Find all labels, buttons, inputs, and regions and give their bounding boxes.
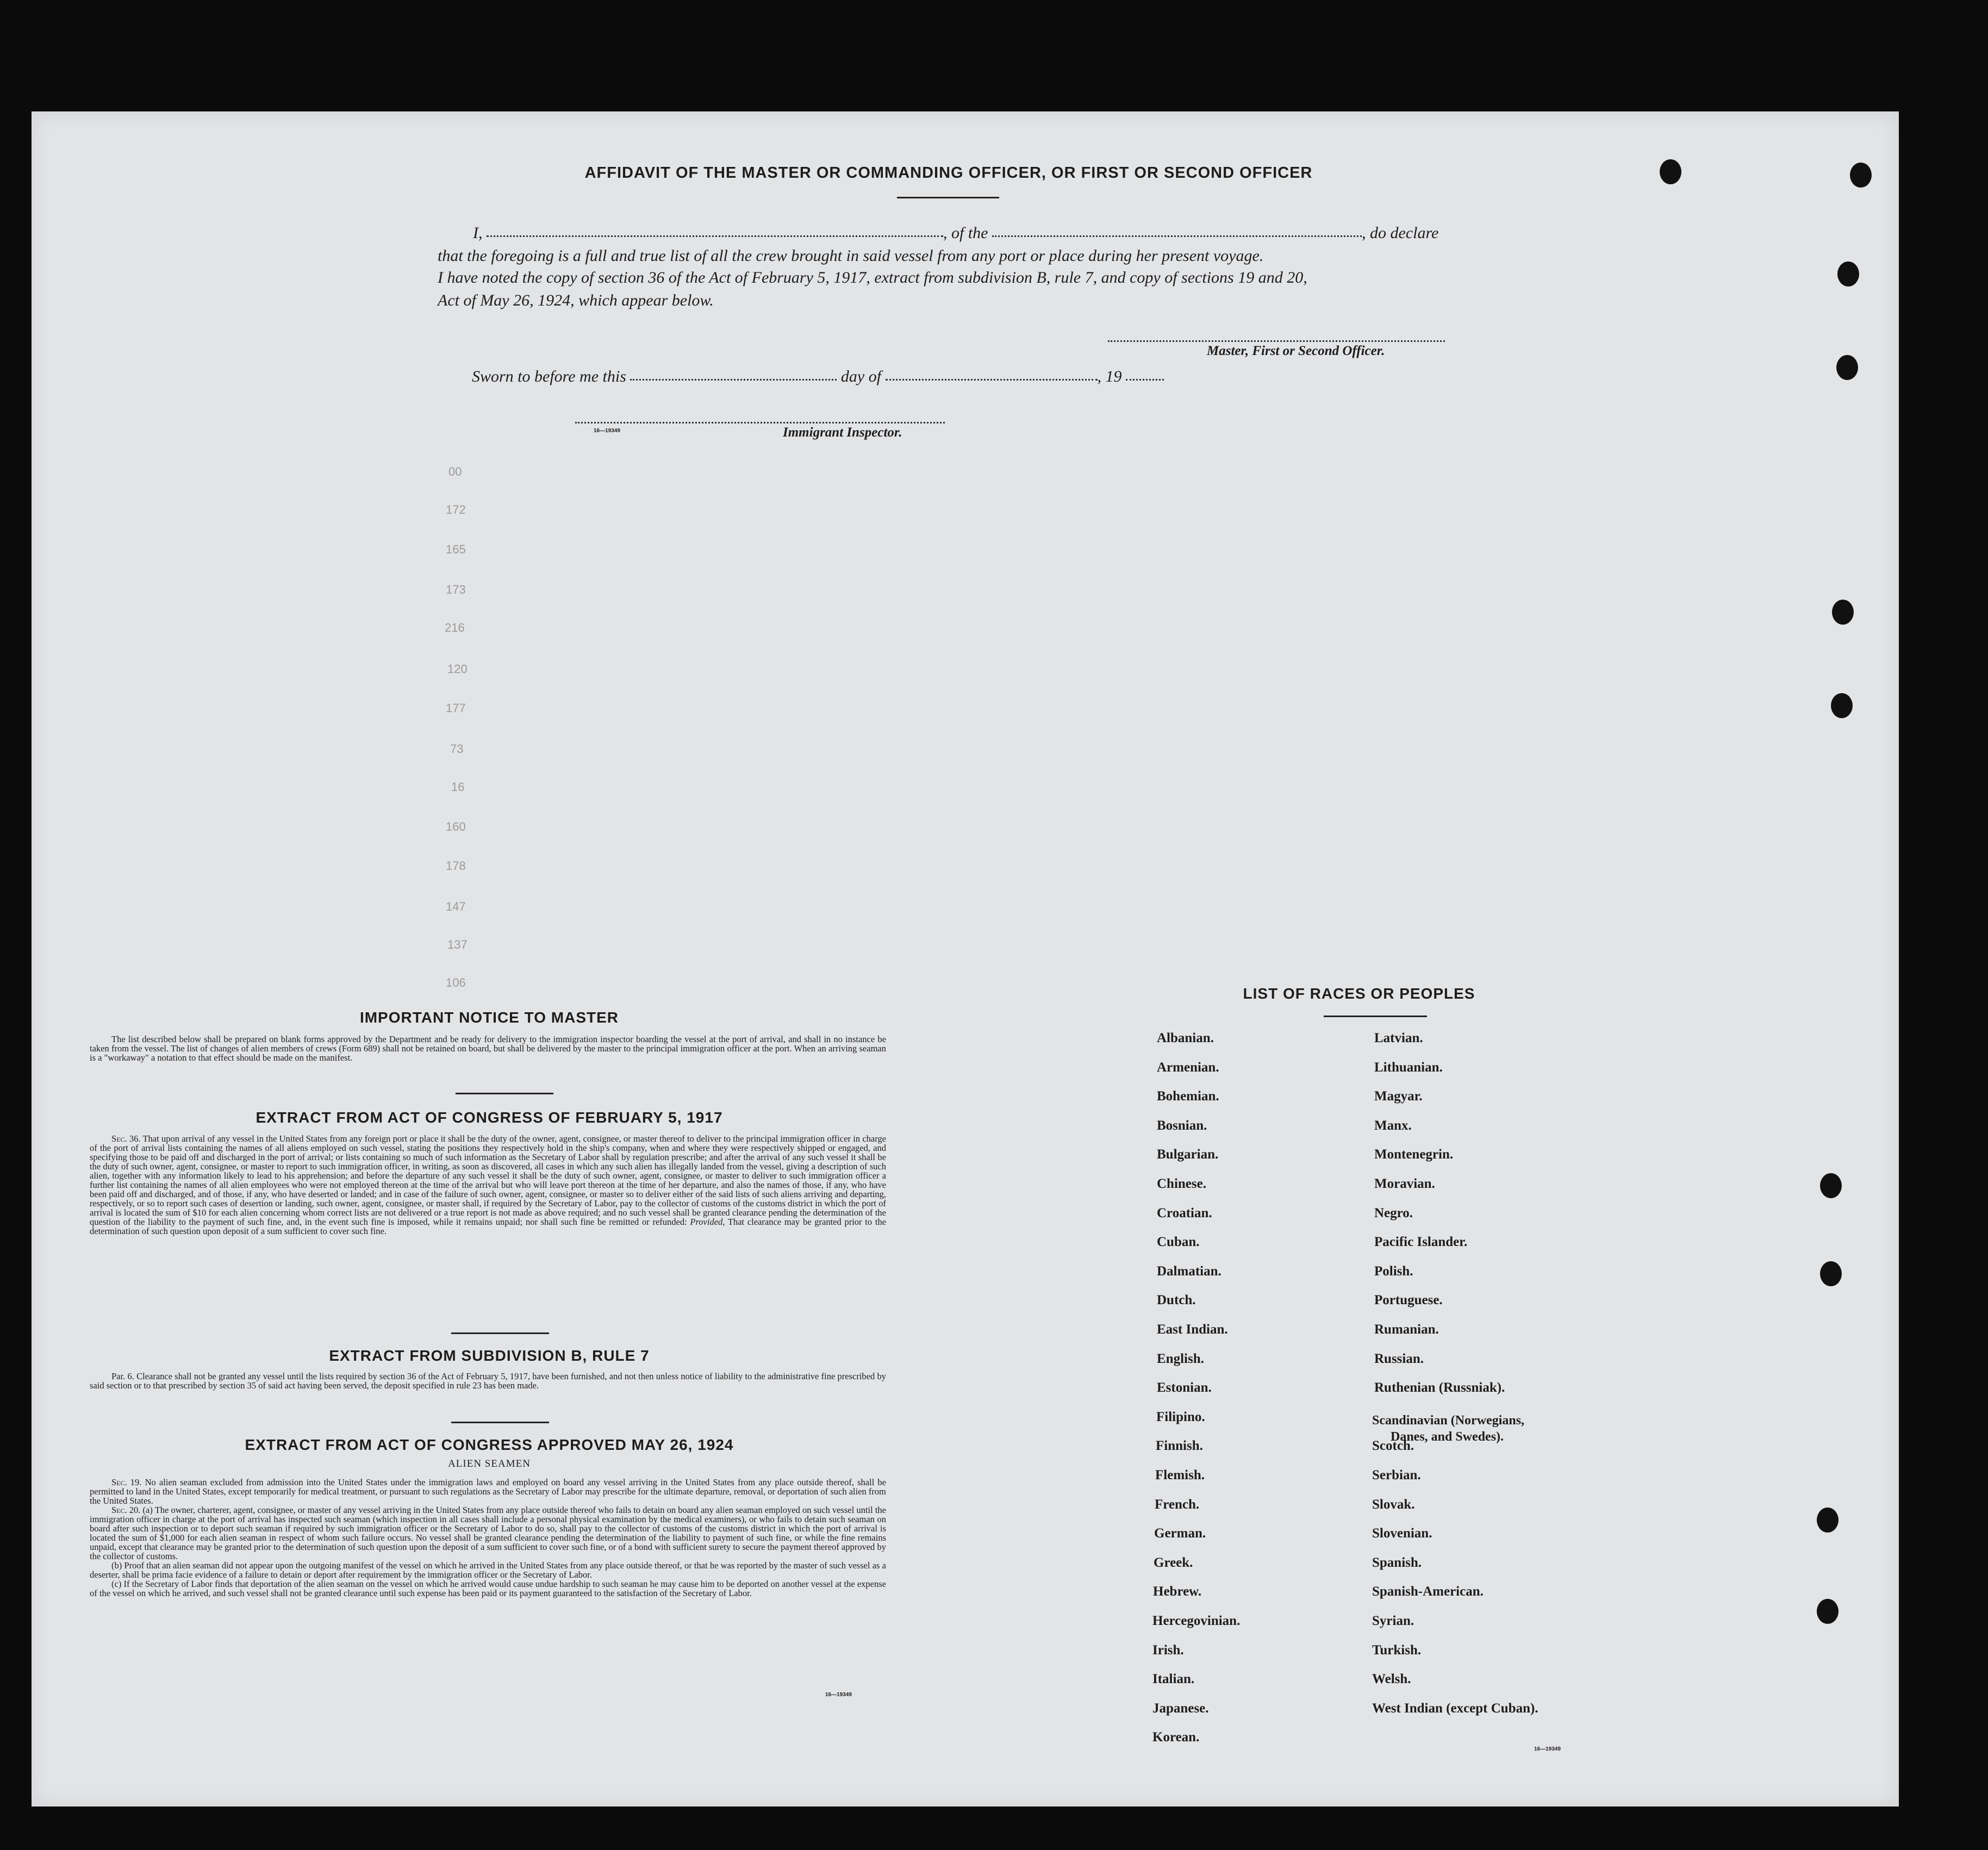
race-item: Greek. [1154, 1555, 1193, 1570]
margin-number: 177 [446, 701, 466, 715]
race-item: Bulgarian. [1157, 1147, 1219, 1162]
race-item: Chinese. [1157, 1176, 1206, 1191]
race-item: Bohemian. [1157, 1089, 1219, 1104]
race-item: Danes, and Swedes). [1391, 1430, 1504, 1444]
sec-36-end: That clearance may be granted prior to the determination of such question upon deposit of a sum sufficient to cover such fine. [90, 1217, 887, 1236]
year-text: , 19 [1097, 367, 1122, 385]
rule7-title: EXTRACT FROM SUBDIVISION B, RULE 7 [329, 1347, 650, 1364]
extract-1924-title: EXTRACT FROM ACT OF CONGRESS APPROVED MAY 26, 1924 [245, 1436, 734, 1453]
punch-hole [1820, 1261, 1842, 1286]
sworn-month-blank[interactable] [886, 376, 1098, 381]
race-item: Montenegrin. [1374, 1147, 1454, 1162]
race-item: Latvian. [1374, 1031, 1423, 1045]
race-item: Welsh. [1372, 1672, 1411, 1687]
race-item: Ruthenian (Russniak). [1374, 1380, 1505, 1396]
race-item: Rumanian. [1374, 1322, 1439, 1337]
race-item: Portuguese. [1374, 1293, 1443, 1308]
margin-number: 16 [451, 780, 465, 794]
alien-seamen-subtitle: ALIEN SEAMEN [448, 1458, 531, 1469]
master-signature-line[interactable] [1108, 337, 1445, 342]
race-item: English. [1157, 1351, 1204, 1366]
sec-19-text: No alien seaman excluded from admission into the United States under the immigration laws and employed on board any vessel arriving in the United States from any place outside thereof, shall be permitted to land in the United States, except temporarily for medical treatment, or pursuant to such regulations as the Secretary of Labor may prescribe for the ultimate departure, removal, or deportation of such alien from the United States. [90, 1477, 887, 1506]
punch-hole [1817, 1599, 1839, 1624]
race-item: Turkish. [1372, 1642, 1422, 1658]
position-blank[interactable] [992, 232, 1362, 237]
races-title: LIST OF RACES OR PEOPLES [1243, 985, 1475, 1002]
margin-number: 173 [446, 583, 466, 596]
race-item: Manx. [1374, 1118, 1412, 1133]
race-item: Irish. [1152, 1642, 1184, 1658]
punch-hole [1837, 261, 1859, 286]
race-item: Croatian. [1157, 1205, 1212, 1220]
extract-1917-body [90, 1134, 886, 1236]
race-item: Hercegovinian. [1152, 1614, 1241, 1628]
affidavit-of-the: , of the [943, 224, 988, 242]
race-item: Hebrew. [1153, 1584, 1202, 1599]
sec-20b-text: (b) Proof that an alien seaman did not appear upon the outgoing manifest of the vessel on which he arrived in the United States from any place outside thereof, or that he was reported by the master of such vessel as a deserter, shall be prima facie evidence of a failure to detain or deport after requirement by the immigration officer or the Secretary of Labor. [90, 1560, 886, 1580]
race-item: Serbian. [1372, 1468, 1421, 1483]
race-item: Scotch. [1372, 1438, 1414, 1454]
race-item: Spanish. [1372, 1555, 1422, 1570]
race-item: Negro. [1374, 1205, 1413, 1220]
margin-number: 00 [448, 465, 462, 478]
race-item: Pacific Islander. [1374, 1235, 1468, 1250]
race-item: Polish. [1374, 1263, 1413, 1279]
extract-1924-body [90, 1478, 886, 1598]
race-item: Italian. [1152, 1672, 1195, 1687]
race-item: Armenian. [1157, 1060, 1219, 1075]
section-divider [456, 1093, 553, 1094]
race-item: Bosnian. [1157, 1118, 1207, 1133]
sec-20a-text: (a) The owner, charterer, agent, consignee, or master of any vessel arriving in the United States from any place outside thereof who fails to detain on board any alien seaman employed on such vessel until the immigration officer in charge at the port of arrival has inspected such seaman (which inspection in all cases shall include a personal physical examination by the medical examiners), or who fails to detain such seaman on board after such inspection or to deport such seaman if required by such immigration officer or the Secretary of Labor to do so, shall pay to the collector of customs of the customs district in which the port of arrival is located the sum of $1,000 for each alien seaman in respect of whom such failure occurs. No vessel shall be granted clearance pending the determination of the liability to payment of such fine, or while the fine remains unpaid, except that clearance may be granted prior to the determination of such question upon the deposit of a sum sufficient to cover such fine, or of a bond with sufficient surety to secure the payment thereof approved by the collector of customs. [90, 1505, 886, 1561]
rule7-text: Par. 6. Clearance shall not be granted any vessel until the lists required by section 36 of the Act of February 5, 1917, have been furnished, and not then unless notice of liability to the administrative fine prescribed by said section or to that prescribed by section 35 of said act having been served, the deposit specified in rule 23 has been made. [90, 1371, 886, 1391]
race-item: Slovenian. [1372, 1526, 1432, 1541]
affidavit-declare: , do declare [1362, 224, 1439, 242]
margin-number: 172 [446, 503, 466, 516]
margin-number: 73 [450, 742, 464, 756]
inspector-signature-line[interactable] [575, 419, 945, 423]
race-item: Scandinavian (Norwegians, [1372, 1413, 1525, 1428]
affidavit-line-2: that the foregoing is a full and true list of all the crew brought in said vessel from any port or place during her present voyage. [438, 247, 1264, 265]
master-signature-label: Master, First or Second Officer. [1207, 344, 1385, 358]
race-item: Korean. [1152, 1730, 1200, 1745]
rule7-body [90, 1372, 886, 1390]
race-item: Filipino. [1156, 1409, 1205, 1424]
race-item: Magyar. [1374, 1089, 1423, 1104]
race-item: German. [1154, 1526, 1206, 1541]
notice-title: IMPORTANT NOTICE TO MASTER [359, 1009, 619, 1026]
affidavit-title: AFFIDAVIT OF THE MASTER OR COMMANDING OFFICER, OR FIRST OR SECOND OFFICER [584, 164, 1313, 182]
form-code-races: 16—19349 [1534, 1746, 1561, 1752]
sec-19-label: Sec. 19. [111, 1477, 142, 1487]
sec-20c-text: (c) If the Secretary of Labor finds that deportation of the alien seaman on the vessel on which he arrived would cause undue hardship to such seaman he may cause him to be deported on another vessel at the expense of the vessel on which he arrived, and such vessel shall not be granted clearance until such expense has been paid or its payment guaranteed to the satisfaction of the Secretary of Labor. [90, 1579, 886, 1598]
margin-number: 160 [446, 820, 466, 833]
affidavit-line-1 [473, 224, 1468, 242]
sec-36-label: Sec. 36. [111, 1133, 141, 1144]
name-blank[interactable] [487, 232, 943, 237]
margin-number: 216 [445, 621, 465, 634]
punch-hole [1820, 1173, 1842, 1198]
margin-number: 165 [446, 543, 466, 556]
provided-text: Provided, [690, 1217, 725, 1227]
section-divider [451, 1422, 549, 1423]
punch-hole [1817, 1508, 1839, 1533]
race-item: Flemish. [1155, 1468, 1205, 1483]
sworn-text: Sworn to before me this [472, 367, 626, 385]
race-item: West Indian (except Cuban). [1372, 1700, 1538, 1716]
notice-body [90, 1035, 886, 1062]
extract-1917-title: EXTRACT FROM ACT OF CONGRESS OF FEBRUARY 5, 1917 [255, 1109, 723, 1126]
margin-number: 137 [447, 938, 468, 951]
race-item: Lithuanian. [1374, 1060, 1443, 1075]
margin-number: 178 [446, 859, 466, 873]
race-item: Syrian. [1372, 1614, 1414, 1628]
race-item: East Indian. [1157, 1322, 1228, 1337]
race-item: Dutch. [1157, 1293, 1196, 1308]
sworn-line [472, 367, 1233, 386]
sec-36-text: That upon arrival of any vessel in the United States from any foreign port or place it shall be the duty of the owner, agent, consignee, or master thereof to deliver to the principal immigration officer in charge of the port of arrival lists containing the names of all aliens employed on such vessel, stating the positions they respectively hold in the ship's company, when and where they were respectively shipped or engaged, and specifying those to be paid off and discharged in the port of arrival; or lists containing so much of such information as the Secretary of Labor shall by regulation prescribe; and after the arrival of any such vessel it shall be the duty of such owner, agent, consignee, or master to report to such immigration officer, in writing, as soon as discovered, all cases in which any such alien has illegally landed from the vessel, giving a description of such alien, together with any information likely to lead to his apprehension; and before the departure of any such vessel it shall be the duty of such owner, agent, consignee, or master to deliver to such immigration officer a further list containing the names of all alien employees who were not employed thereon at the time of the arrival but who will leave port thereon at the time of her departure, and also the names of those, if any, who have been paid off and discharged, and of those, if any, who have deserted or landed; and in case of the failure of such owner, agent, consignee, or master so to deliver either of the said lists of such aliens arriving and departing, respectively, or so to report such cases of desertion or landing, such owner, agent, consignee, or master shall, if required by the Secretary of Labor, pay to the collector of customs of the customs district in which the port of arrival is located the sum of $10 for each alien concerning whom correct lists are not delivered or a true report is not made as above required; and no such vessel shall be granted clearance pending the determination of the question of the liability to the payment of such fine, and, in the event such fine is imposed, while it remains unpaid; nor shall such fine be remitted or refunded: [90, 1133, 887, 1227]
races-title-underline [1324, 1016, 1427, 1017]
punch-hole [1836, 355, 1858, 380]
affidavit-line-3: I have noted the copy of section 36 of the Act of February 5, 1917, extract from subdivision B, rule 7, and copy of sections 19 and 20, [438, 269, 1307, 286]
race-item: Cuban. [1157, 1235, 1200, 1250]
form-code-bottom-left: 16—19349 [825, 1692, 852, 1698]
race-item: Slovak. [1372, 1497, 1415, 1512]
race-item: Japanese. [1152, 1700, 1209, 1716]
title-underline [897, 197, 999, 198]
race-item: Albanian. [1157, 1031, 1214, 1045]
race-item: Spanish-American. [1372, 1584, 1484, 1599]
sworn-day-blank[interactable] [630, 376, 837, 381]
affidavit-i: I, [473, 224, 483, 242]
section-divider [451, 1332, 549, 1334]
margin-number: 120 [447, 662, 468, 676]
race-item: Russian. [1374, 1351, 1424, 1366]
race-item: French. [1155, 1497, 1200, 1512]
margin-number: 106 [446, 976, 466, 989]
inspector-label: Immigrant Inspector. [783, 425, 902, 440]
race-item: Moravian. [1374, 1176, 1435, 1191]
form-code-top: 16—19349 [594, 428, 620, 434]
sworn-year-blank[interactable] [1126, 376, 1164, 381]
margin-number: 147 [446, 900, 466, 913]
punch-hole [1832, 600, 1854, 625]
race-item: Dalmatian. [1157, 1263, 1222, 1279]
race-item: Estonian. [1157, 1380, 1212, 1396]
sec-20-label: Sec. 20. [111, 1505, 141, 1515]
affidavit-line-4: Act of May 26, 1924, which appear below. [438, 291, 714, 309]
punch-hole [1831, 693, 1853, 718]
race-item: Finnish. [1156, 1438, 1203, 1454]
notice-text: The list described below shall be prepared on blank forms approved by the Department and be ready for delivery to the immigration inspector boarding the vessel at the port of arrival, and shall in no instance be taken from the vessel. The list of changes of alien members of crews (Form 689) shall not be retained on board, but shall be delivered by the master to the principal immigration officer at the port. When an arriving seaman is a "workaway" a notation to that effect should be made on the manifest. [90, 1034, 886, 1063]
day-of-text: day of [840, 367, 882, 385]
